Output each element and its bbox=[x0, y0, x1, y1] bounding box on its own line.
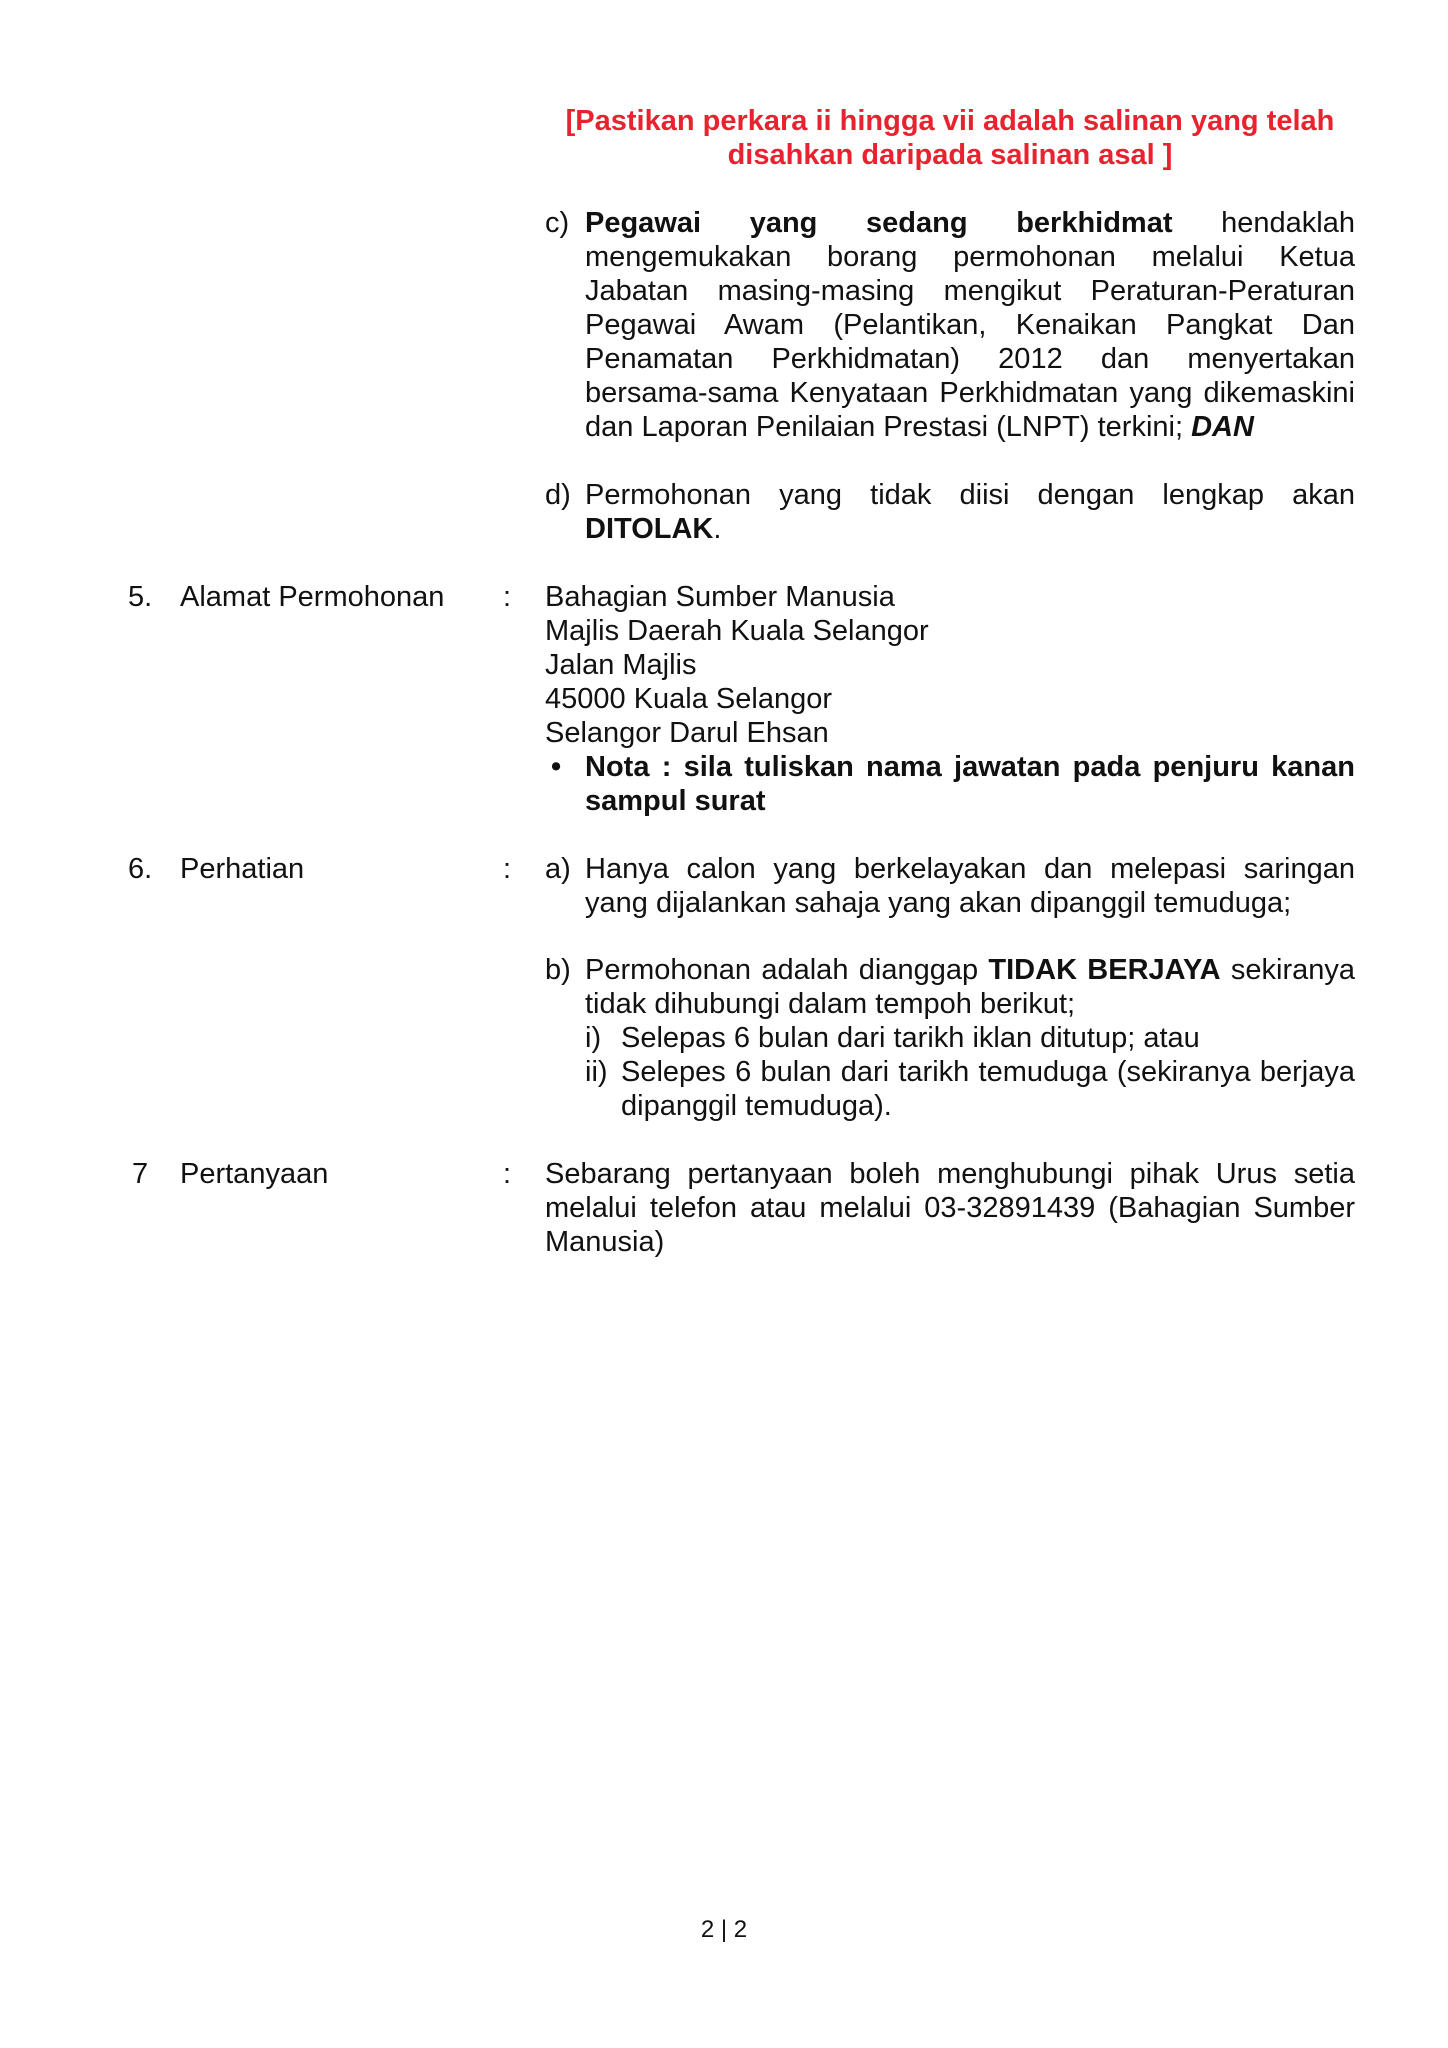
certified-copy-notice bbox=[540, 104, 1360, 172]
section-5-colon: : bbox=[503, 581, 512, 613]
envelope-note-text: Nota : sila tuliskan nama jawatan pada penjuru kanan sampul surat bbox=[585, 751, 1355, 817]
address-line: Selangor Darul Ehsan bbox=[545, 717, 829, 749]
item-d-text bbox=[585, 478, 1355, 546]
sub-ii-marker: ii) bbox=[585, 1056, 608, 1088]
item-c-marker: c) bbox=[545, 207, 570, 239]
item-d-body: Permohonan yang tidak diisi dengan lengkap akan bbox=[585, 479, 1355, 511]
item-6b-bold: TIDAK BERJAYA bbox=[988, 954, 1221, 986]
sub-ii-text: Selepes 6 bulan dari tarikh temuduga (sekiranya berjaya dipanggil temuduga). bbox=[621, 1056, 1355, 1122]
section-7-number: 7 bbox=[132, 1158, 149, 1190]
item-c-body: hendaklah mengemukakan borang permohonan melalui Ketua Jabatan masing-masing mengikut Peraturan-Peraturan Pegawai Awam (Pelantikan, Kenaikan Pangkat Dan Penamatan Perkhidmatan) 2012 dan menyertakan bersama-sama Kenyataan Perkhidmatan yang dikemaskini dan Laporan Penilaian Prestasi (LNPT) terkini; bbox=[585, 207, 1355, 443]
sub-i-text: Selepas 6 bulan dari tarikh iklan ditutup; atau bbox=[621, 1022, 1200, 1054]
address-line: Jalan Majlis bbox=[545, 649, 697, 681]
item-c-bold-lead: Pegawai yang sedang berkhidmat bbox=[585, 207, 1173, 239]
section-5-label: Alamat Permohonan bbox=[180, 581, 445, 613]
item-c-text bbox=[585, 206, 1355, 444]
enquiry-text: Sebarang pertanyaan boleh menghubungi pihak Urus setia melalui telefon atau melalui 03-32891439 (Bahagian Sumber Manusia) bbox=[545, 1158, 1355, 1258]
section-6-colon: : bbox=[503, 853, 512, 885]
item-6b-text-before: Permohonan adalah dianggap bbox=[585, 954, 979, 986]
notice-line-1: [Pastikan perkara ii hingga vii adalah salinan yang telah bbox=[565, 105, 1335, 137]
item-6b-content bbox=[585, 953, 1355, 1123]
section-6-label: Perhatian bbox=[180, 853, 305, 885]
sub-i-marker: i) bbox=[585, 1022, 602, 1054]
item-6a-text: Hanya calon yang berkelayakan dan melepasi saringan yang dijalankan sahaja yang akan dipanggil temuduga; bbox=[585, 853, 1355, 919]
section-6-number: 6. bbox=[128, 853, 153, 885]
item-c bbox=[545, 206, 1355, 444]
item-d-marker: d) bbox=[545, 479, 571, 511]
page-number: 2 | 2 bbox=[700, 1916, 748, 1943]
item-6b bbox=[545, 953, 1355, 1123]
envelope-note bbox=[545, 750, 1355, 818]
section-7-colon: : bbox=[503, 1158, 512, 1190]
item-6b-text-after: sekiranya tidak dihubungi dalam tempoh berikut; bbox=[585, 954, 1356, 1020]
address-line: 45000 Kuala Selangor bbox=[545, 683, 833, 715]
item-6a bbox=[545, 852, 1355, 920]
address-line: Majlis Daerah Kuala Selangor bbox=[545, 615, 929, 647]
item-d-tail: . bbox=[713, 513, 722, 545]
item-6b-text bbox=[585, 953, 1355, 1021]
item-6b-sub-i bbox=[585, 1021, 1355, 1055]
postal-address bbox=[545, 580, 1355, 750]
notice-line-2: disahkan daripada salinan asal ] bbox=[727, 139, 1173, 171]
item-6b-sub-ii bbox=[585, 1055, 1355, 1123]
address-line: Bahagian Sumber Manusia bbox=[545, 581, 895, 613]
section-5-number: 5. bbox=[128, 581, 153, 613]
item-d-bold: DITOLAK bbox=[585, 513, 714, 545]
item-d bbox=[545, 478, 1355, 546]
item-6a-marker: a) bbox=[545, 853, 571, 885]
bullet-icon: • bbox=[551, 751, 562, 783]
item-6b-marker: b) bbox=[545, 954, 571, 986]
item-c-bold-tail: DAN bbox=[1191, 411, 1254, 443]
section-7-label: Pertanyaan bbox=[180, 1158, 329, 1190]
